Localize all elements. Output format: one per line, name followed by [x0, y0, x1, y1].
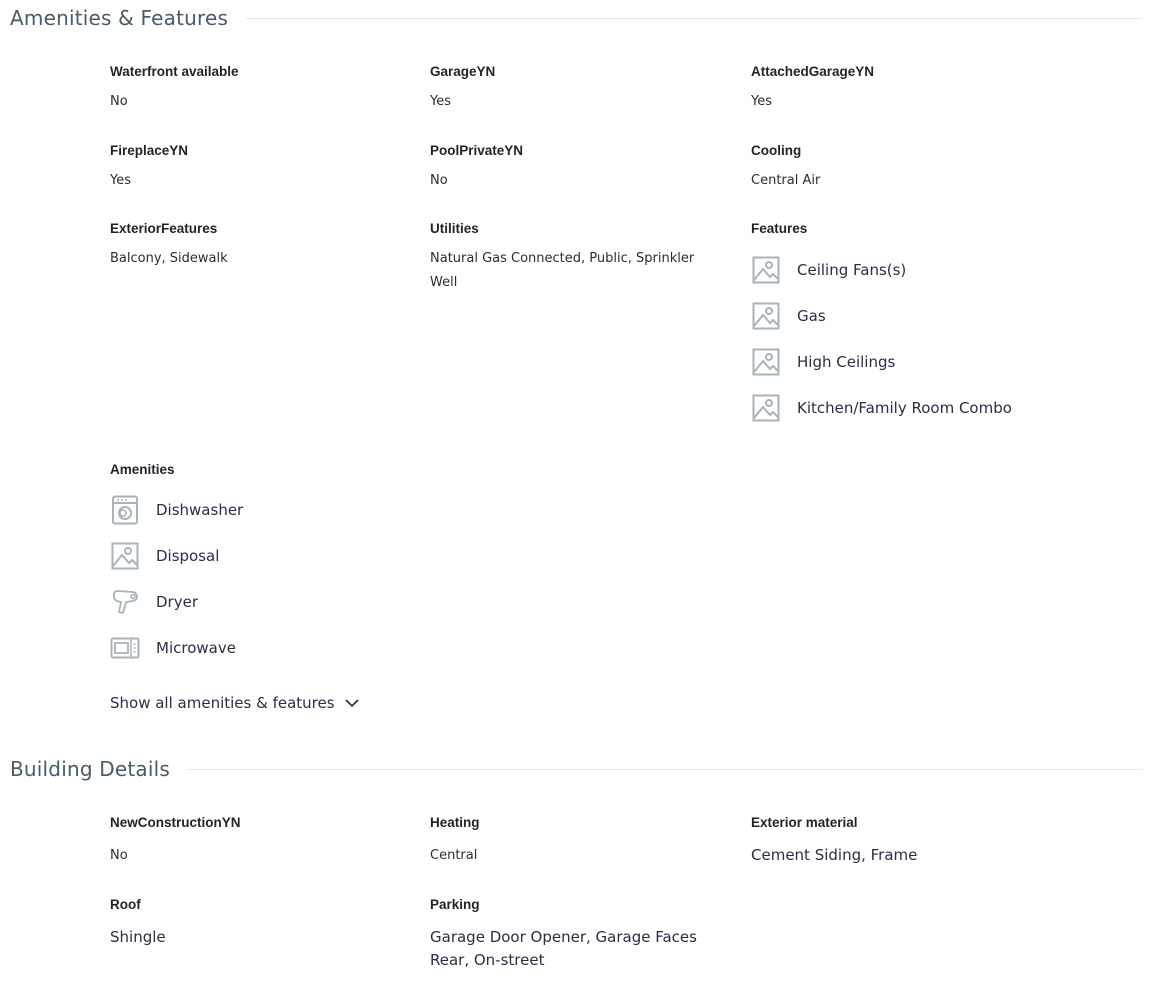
- amenity-item: [110, 632, 236, 664]
- field-value-exterior-features: Balcony, Sidewalk: [110, 251, 228, 266]
- amenity-item-label: Dryer: [156, 593, 198, 611]
- field-label-utilities: Utilities: [430, 221, 479, 236]
- feature-item-label: Gas: [797, 307, 826, 325]
- feature-item-label: Kitchen/Family Room Combo: [797, 399, 1012, 417]
- amenities-section-title: Amenities & Features: [10, 6, 229, 30]
- field-label-heating: Heating: [430, 815, 480, 830]
- amenity-item: [110, 586, 198, 618]
- field-value-fireplace: Yes: [110, 173, 131, 188]
- feature-item: [751, 392, 1012, 424]
- amenity-item-label: Disposal: [156, 547, 220, 565]
- field-value-garage: Yes: [430, 94, 451, 109]
- feature-item-label: High Ceilings: [797, 353, 896, 371]
- section-divider: [246, 18, 1142, 19]
- image-placeholder-icon: [751, 393, 781, 423]
- field-value-pool: No: [430, 173, 448, 188]
- feature-item: [751, 254, 906, 286]
- field-label-fireplace: FireplaceYN: [110, 143, 189, 158]
- field-value-attached-garage: Yes: [751, 94, 772, 109]
- amenity-item: [110, 494, 243, 526]
- field-value-new-construction: No: [110, 848, 128, 863]
- microwave-icon: [110, 633, 140, 663]
- amenity-item: [110, 540, 219, 572]
- chevron-down-icon: [345, 698, 359, 708]
- field-label-exterior-features: ExteriorFeatures: [110, 221, 218, 236]
- feature-item: [751, 346, 895, 378]
- image-placeholder-icon: [110, 541, 140, 571]
- image-placeholder-icon: [751, 301, 781, 331]
- amenity-item-label: Microwave: [156, 639, 236, 657]
- feature-item-label: Ceiling Fans(s): [797, 261, 907, 279]
- dishwasher-icon: [110, 495, 140, 525]
- hair-dryer-icon: [110, 587, 140, 617]
- field-label-garage: GarageYN: [430, 64, 496, 79]
- show-all-amenities-label: Show all amenities & features: [110, 694, 335, 712]
- field-label-exterior-material: Exterior material: [751, 815, 858, 830]
- amenity-item-label: Dishwasher: [156, 501, 244, 519]
- field-label-attached-garage: AttachedGarageYN: [751, 64, 875, 79]
- field-value-heating: Central: [430, 848, 478, 863]
- amenities-section-header: [10, 6, 1142, 30]
- field-label-waterfront: Waterfront available: [110, 64, 239, 79]
- field-label-new-construction: NewConstructionYN: [110, 815, 241, 830]
- field-label-roof: Roof: [110, 897, 141, 912]
- image-placeholder-icon: [751, 347, 781, 377]
- field-label-parking: Parking: [430, 897, 480, 912]
- field-value-utilities: Natural Gas Connected, Public, Sprinkler Well: [430, 251, 695, 290]
- feature-item: [751, 300, 826, 332]
- field-value-cooling: Central Air: [751, 173, 821, 188]
- field-value-exterior-material: Cement Siding, Frame: [751, 846, 918, 864]
- field-value-roof: Shingle: [110, 928, 166, 946]
- field-label-cooling: Cooling: [751, 143, 802, 158]
- building-section-header: [10, 757, 1142, 781]
- field-label-pool: PoolPrivateYN: [430, 143, 524, 158]
- building-section-title: Building Details: [10, 757, 171, 781]
- show-all-amenities-link[interactable]: [110, 694, 359, 712]
- amenities-label: Amenities: [110, 462, 175, 477]
- field-value-waterfront: No: [110, 94, 128, 109]
- field-value-parking: Garage Door Opener, Garage Faces Rear, On-street: [430, 928, 697, 969]
- features-label: Features: [751, 221, 808, 236]
- image-placeholder-icon: [751, 255, 781, 285]
- section-divider: [188, 769, 1142, 770]
